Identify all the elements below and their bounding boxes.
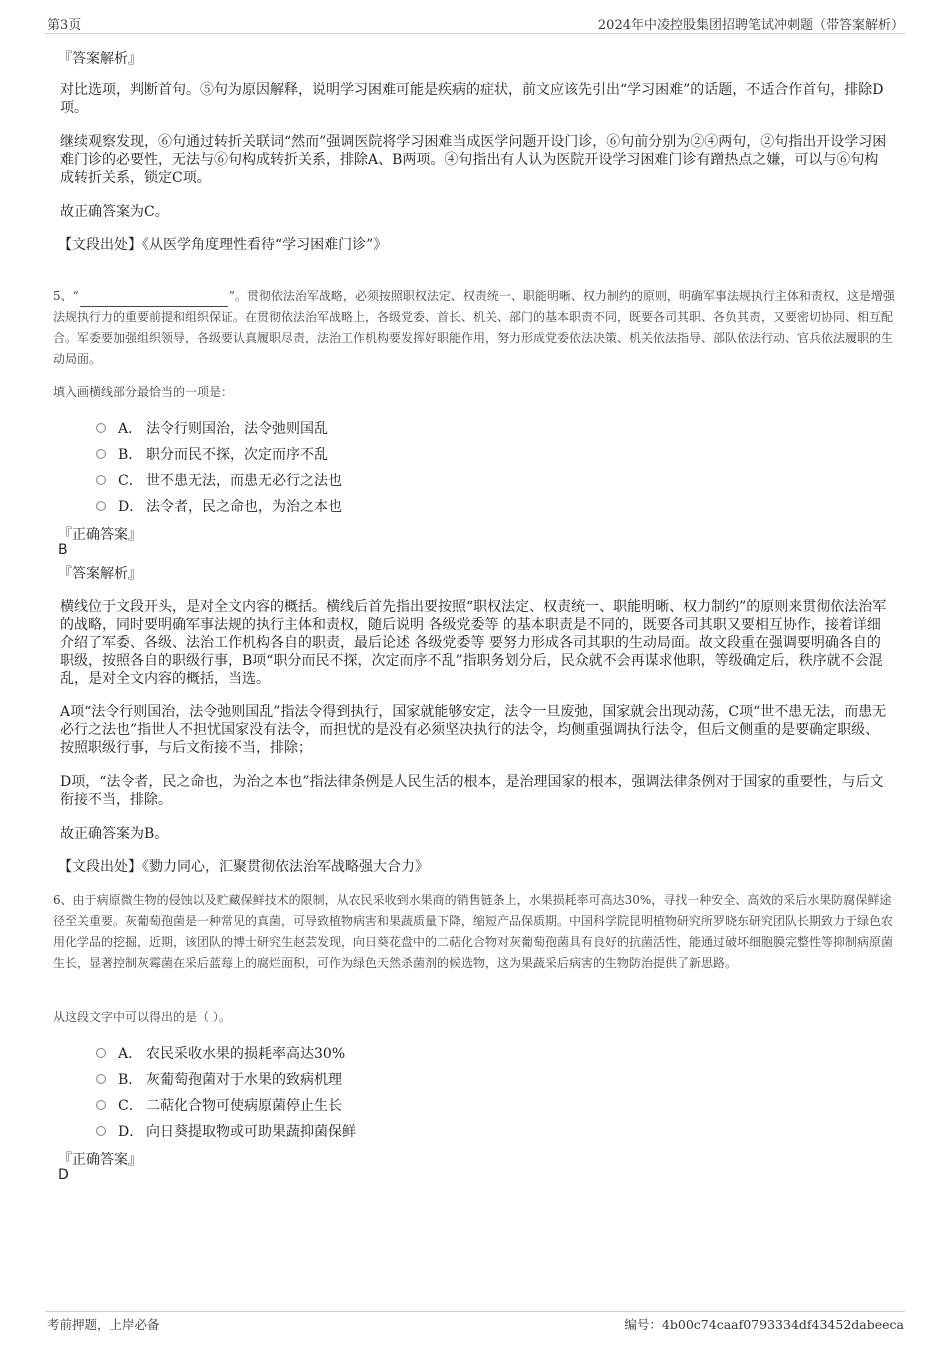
q5-option-d[interactable]: D． 法令者，民之命也，为治之本也 (96, 496, 342, 516)
radio-button-icon[interactable] (96, 1048, 106, 1058)
q6-stem: 6、由于病原微生物的侵蚀以及贮藏保鲜技术的限制，从农民采收到水果商的销售链条上，水果损耗率可高达30%，寻找一种安全、高效的采后水果防腐保鲜途径至关重要。灰葡萄孢菌是一种常见的真菌，可导致植物病害和果蔬质量下降，缩短产品保质期。中国科学院昆明植物研究所罗晓东研究团队长期致力于绿色农用化学品的挖掘，近期，该团队的博士研究生赵芸发现，向日葵花盘中的二萜化合物对灰葡萄孢菌具有良好的抗菌活性，能通过破坏细胞膜完整性等抑制病原菌生长，显著控制灰霉菌在采后蓝莓上的腐烂面积，可作为绿色天然杀菌剂的候选物，这为果蔬采后病害的生物防治提供了新思路。 (53, 893, 894, 970)
q6-prompt: 从这段文字中可以得出的是（ ）。 (53, 1010, 231, 1024)
q4-answer-conclusion: 故正确答案为C。 (60, 204, 169, 220)
q6-option-b[interactable]: B． 灰葡萄孢菌对于水果的致病机理 (96, 1069, 342, 1089)
footer-divider (45, 1311, 905, 1312)
radio-button-icon[interactable] (96, 1126, 106, 1136)
q5-option-a[interactable]: A． 法令行则国治，法令弛则国乱 (96, 418, 328, 438)
q5-prompt: 填入画横线部分最恰当的一项是： (53, 385, 234, 399)
q5-analysis-paragraph-3: D项，“法令者，民之命也，为治之本也”指法律条例是人民生活的根本，是治理国家的根本，强调法律条例对于国家的重要性，与后文衔接不当，排除。 (60, 774, 884, 808)
q5-blank (80, 294, 228, 307)
q5-correct-answer: B (58, 542, 68, 558)
q5-answer-conclusion: 故正确答案为B。 (60, 826, 169, 842)
radio-button-icon[interactable] (96, 1074, 106, 1084)
radio-button-icon[interactable] (96, 449, 106, 459)
q4-analysis-paragraph-1: 对比选项，判断首句。⑤句为原因解释，说明学习困难可能是疾病的症状，前文应该先引出“学习困难”的话题，不适合作首句，排除D项。 (60, 82, 884, 116)
radio-button-icon[interactable] (96, 475, 106, 485)
q5-option-b[interactable]: B． 职分而民不探，次定而序不乱 (96, 444, 328, 464)
page-number: 第3页 (47, 18, 82, 33)
q5-correct-label: 『正确答案』 (58, 527, 142, 543)
radio-button-icon[interactable] (96, 501, 106, 511)
q6-correct-label: 『正确答案』 (58, 1152, 142, 1168)
q5-option-c[interactable]: C． 世不患无法，而患无必行之法也 (96, 470, 342, 490)
footer-slogan: 考前押题，上岸必备 (47, 1317, 160, 1332)
q5-stem-text: ”。贯彻依法治军战略，必须按照职权法定、权责统一、职能明晰、权力制约的原则，明确军事法规执行主体和责权，这是增强法规执行力的重要前提和组织保证。在贯彻依法治军战略上，各级党委、首长、机关、部门的基本职责不同，既要各司其职、各负其责，又要密切协同、相互配合。军委要加强组织领导，各级要认真履职尽责，法治工作机构要发挥好职能作用，努力形成党委依法决策、机关依法指导、部队依法行动、官兵依法履职的生动局面。 (53, 289, 895, 366)
q5-analysis-paragraph-1: 横线位于文段开头，是对全文内容的概括。横线后首先指出要按照“职权法定、权责统一、职能明晰、权力制约”的原则来贯彻依法治军的战略，同时要明确军事法规的执行主体和责权，随后说明 各级党委等 的基本职责是不同的，既要各司其职又要相互协作，接着详细介绍了军委、各级、法治工作机构各自的职责，最后论述 各级党委等 要努力形成各司其职的生动局面。故文段重在强调要明确各自的职级，按照各自的职级行事，B项“职分而民不探，次定而序不乱”指职务划分后，民众就不会再谋求他职，等级确定后，秩序就不会混乱，是对全文内容的概括，当选。 (60, 599, 887, 687)
header-divider (45, 33, 905, 34)
q5-number: 5、“ (53, 289, 79, 303)
q5-analysis-paragraph-2: A项“法令行则国治，法令弛则国乱”指法令得到执行，国家就能够安定，法令一旦废弛，国家就会出现动荡，C项“世不患无法，而患无必行之法也”指世人不担忧国家没有法令，而担忧的是没有必须坚决执行的法令，均侧重强调执行法令，但后文侧重的是要确定职级、按照职级行事，与后文衔接不当，排除； (60, 704, 887, 756)
q5-analysis-label: 『答案解析』 (58, 566, 142, 582)
radio-button-icon[interactable] (96, 423, 106, 433)
q6-option-d[interactable]: D． 向日葵提取物或可助果蔬抑菌保鲜 (96, 1121, 356, 1141)
q6-option-a[interactable]: A． 农民采收水果的损耗率高达30% (96, 1043, 345, 1063)
q5-source: 【文段出处】《勠力同心，汇聚贯彻依法治军战略强大合力》 (58, 859, 429, 875)
document-title: 2024年中凌控股集团招聘笔试冲刺题（带答案解析） (597, 18, 904, 33)
document-code: 编号：4b00c74caaf0793334df43452dabeeca (624, 1317, 904, 1332)
q5-stem (53, 286, 898, 370)
q6-option-c[interactable]: C． 二萜化合物可使病原菌停止生长 (96, 1095, 342, 1115)
q6-correct-answer: D (58, 1167, 69, 1183)
q4-analysis-paragraph-2: 继续观察发现，⑥句通过转折关联词“然而”强调医院将学习困难当成医学问题开设门诊，⑥句前分别为②④两句，②句指出开设学习困难门诊的必要性，无法与⑥句构成转折关系，排除A、B两项。④句指出有人认为医院开设学习困难门诊有蹭热点之嫌，可以与⑥句构成转折关系，锁定C项。 (60, 134, 887, 186)
radio-button-icon[interactable] (96, 1100, 106, 1110)
q4-source: 【文段出处】《从医学角度理性看待“学习困难门诊”》 (58, 237, 388, 253)
q4-analysis-label: 『答案解析』 (58, 51, 142, 67)
